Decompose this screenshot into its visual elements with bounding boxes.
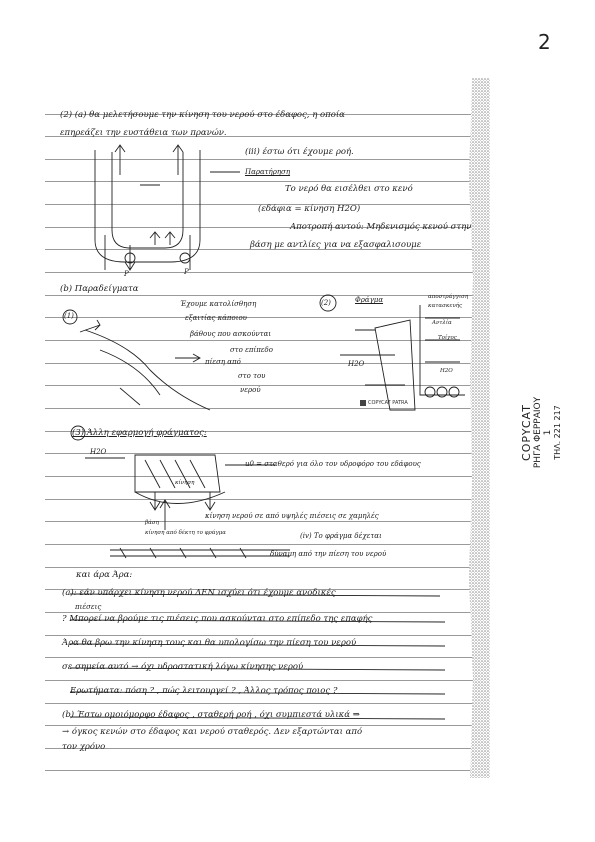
example-1-text-3: βάθους που ασκούνται [190,330,272,338]
example-1-text-7: νερού [240,386,261,394]
dam-label-2: κατασκευής [428,303,463,309]
intro-line-1: (2) (a) θα μελετήσουμε την κίνηση του νερού στο έδαφος, η οποία [60,110,345,120]
example-3-base: βάση [145,520,159,526]
final-line-3: τον χρόνο [62,742,106,752]
dam-label-1: αποστράγγιση [428,294,469,300]
example-1-text-5: πίεση από [205,358,241,366]
stamp-address: ΡΗΓΑ ΦΕΡΡΑΙΟΥ 1 [533,396,553,469]
intro-line-2: επηρεάζει την ευστάθεια των πρανών. [60,128,227,138]
slope-sketch [85,330,210,410]
copycat-side-stamp [520,395,562,470]
question-a-line-1: (a): εάν υπάρχει κίνηση νερού ΔΕΝ ισχύει ότι έχουμε ανοδικές [62,588,336,598]
copycat-logo-icon [360,400,366,406]
example-2-number: (2) [321,299,331,307]
stamp-brand: COPYCAT [520,404,533,461]
label-p1: P [124,270,129,278]
dam-label-4: Τοίχος [438,335,457,341]
example-1-text-6: στο του [238,372,266,380]
example-3-note-2: δύναμη από την πίεση του νερού [270,550,387,558]
example-1-text-1: Έχουμε κατολίσθηση [180,300,257,308]
example-3-water: H2O [90,448,107,456]
final-line-1: (b) Έστω ομοιόμορφο έδαφος , σταθερή ροή , όχι συμπιεστά υλικά ⇒ [62,710,360,720]
question-line-3: σε σημεία αυτό → όχι υδροστατική λόγω κίνησης νερού [62,662,304,672]
stamp-phone: ΤΗΛ. 221 217 [553,405,562,460]
dam-label-3: Αντλία [432,320,452,326]
example-1-text-4: στο επίπεδο [230,346,273,354]
question-line-4: Ερωτήματα: πόση ? , πώς λειτουργεί ? , Άλλος τρόπος ποιος ? [70,686,338,696]
question-a-line-2: πιέσεις [75,603,102,611]
example-3-equation: u0 = σταθερό για όλο τον υδροφόρο του εδάφους [245,460,421,468]
question-line-1: ? Μπορεί να βρούμε τις πιέσεις που ασκούνται στο επίπεδο της επαφής [62,614,373,624]
example-3-flow: κίνηση νερού σε από υψηλές πιέσεις σε χαμηλές [205,512,379,520]
example-3-note-1: (iv) Το φράγμα δέχεται [300,532,382,540]
final-line-2: → όγκος κενών στο έδαφος και νερού σταθερός. Δεν εξαρτώνται από [62,727,363,737]
assumption: (iii) έστω ότι έχουμε ροή. [245,147,354,157]
example-1-text-2: εξαιτίας κάποιου [185,314,247,322]
page-number: 2 [538,30,551,54]
observation-line-4: βάση με αντλίες για να εξασφαλισουμε [250,240,422,250]
example-3-base-sub: κίνηση από δέκτη το φράγμα [145,530,227,536]
example-1-number: (1) [64,312,74,320]
dam-sketch [375,320,415,410]
example-3-arrow-label: κίνηση [175,480,195,486]
observation-line-3: Αποτροπή αυτού: Μηδενισμός κενού στην [290,222,472,232]
observation-line-1: Το νερό θα εισέλθει στο κενό [285,184,413,194]
example-3-conclusion: και άρα Άρα: [76,570,133,580]
copycat-watermark: COPYCAT PATRA [368,400,408,406]
example-2-title: Φράγμα [355,296,384,304]
observation-title: Παρατήρηση [245,168,291,176]
question-line-2: Άρα θα βρω την κίνηση τους και θα υπολογίσω την πίεση του νερού [62,638,357,648]
dam-water: H2O [348,360,365,368]
observation-line-2: (εδάφια = κίνηση H2O) [258,204,361,214]
example-3-title: (3) Άλλη εφαρμογή φράγματος: [72,428,207,438]
label-p2: P [184,268,189,276]
examples-title: (b) Παραδείγματα [60,284,139,294]
u-tube-sketch [95,150,200,262]
dam-label-5: H2O [440,368,453,374]
